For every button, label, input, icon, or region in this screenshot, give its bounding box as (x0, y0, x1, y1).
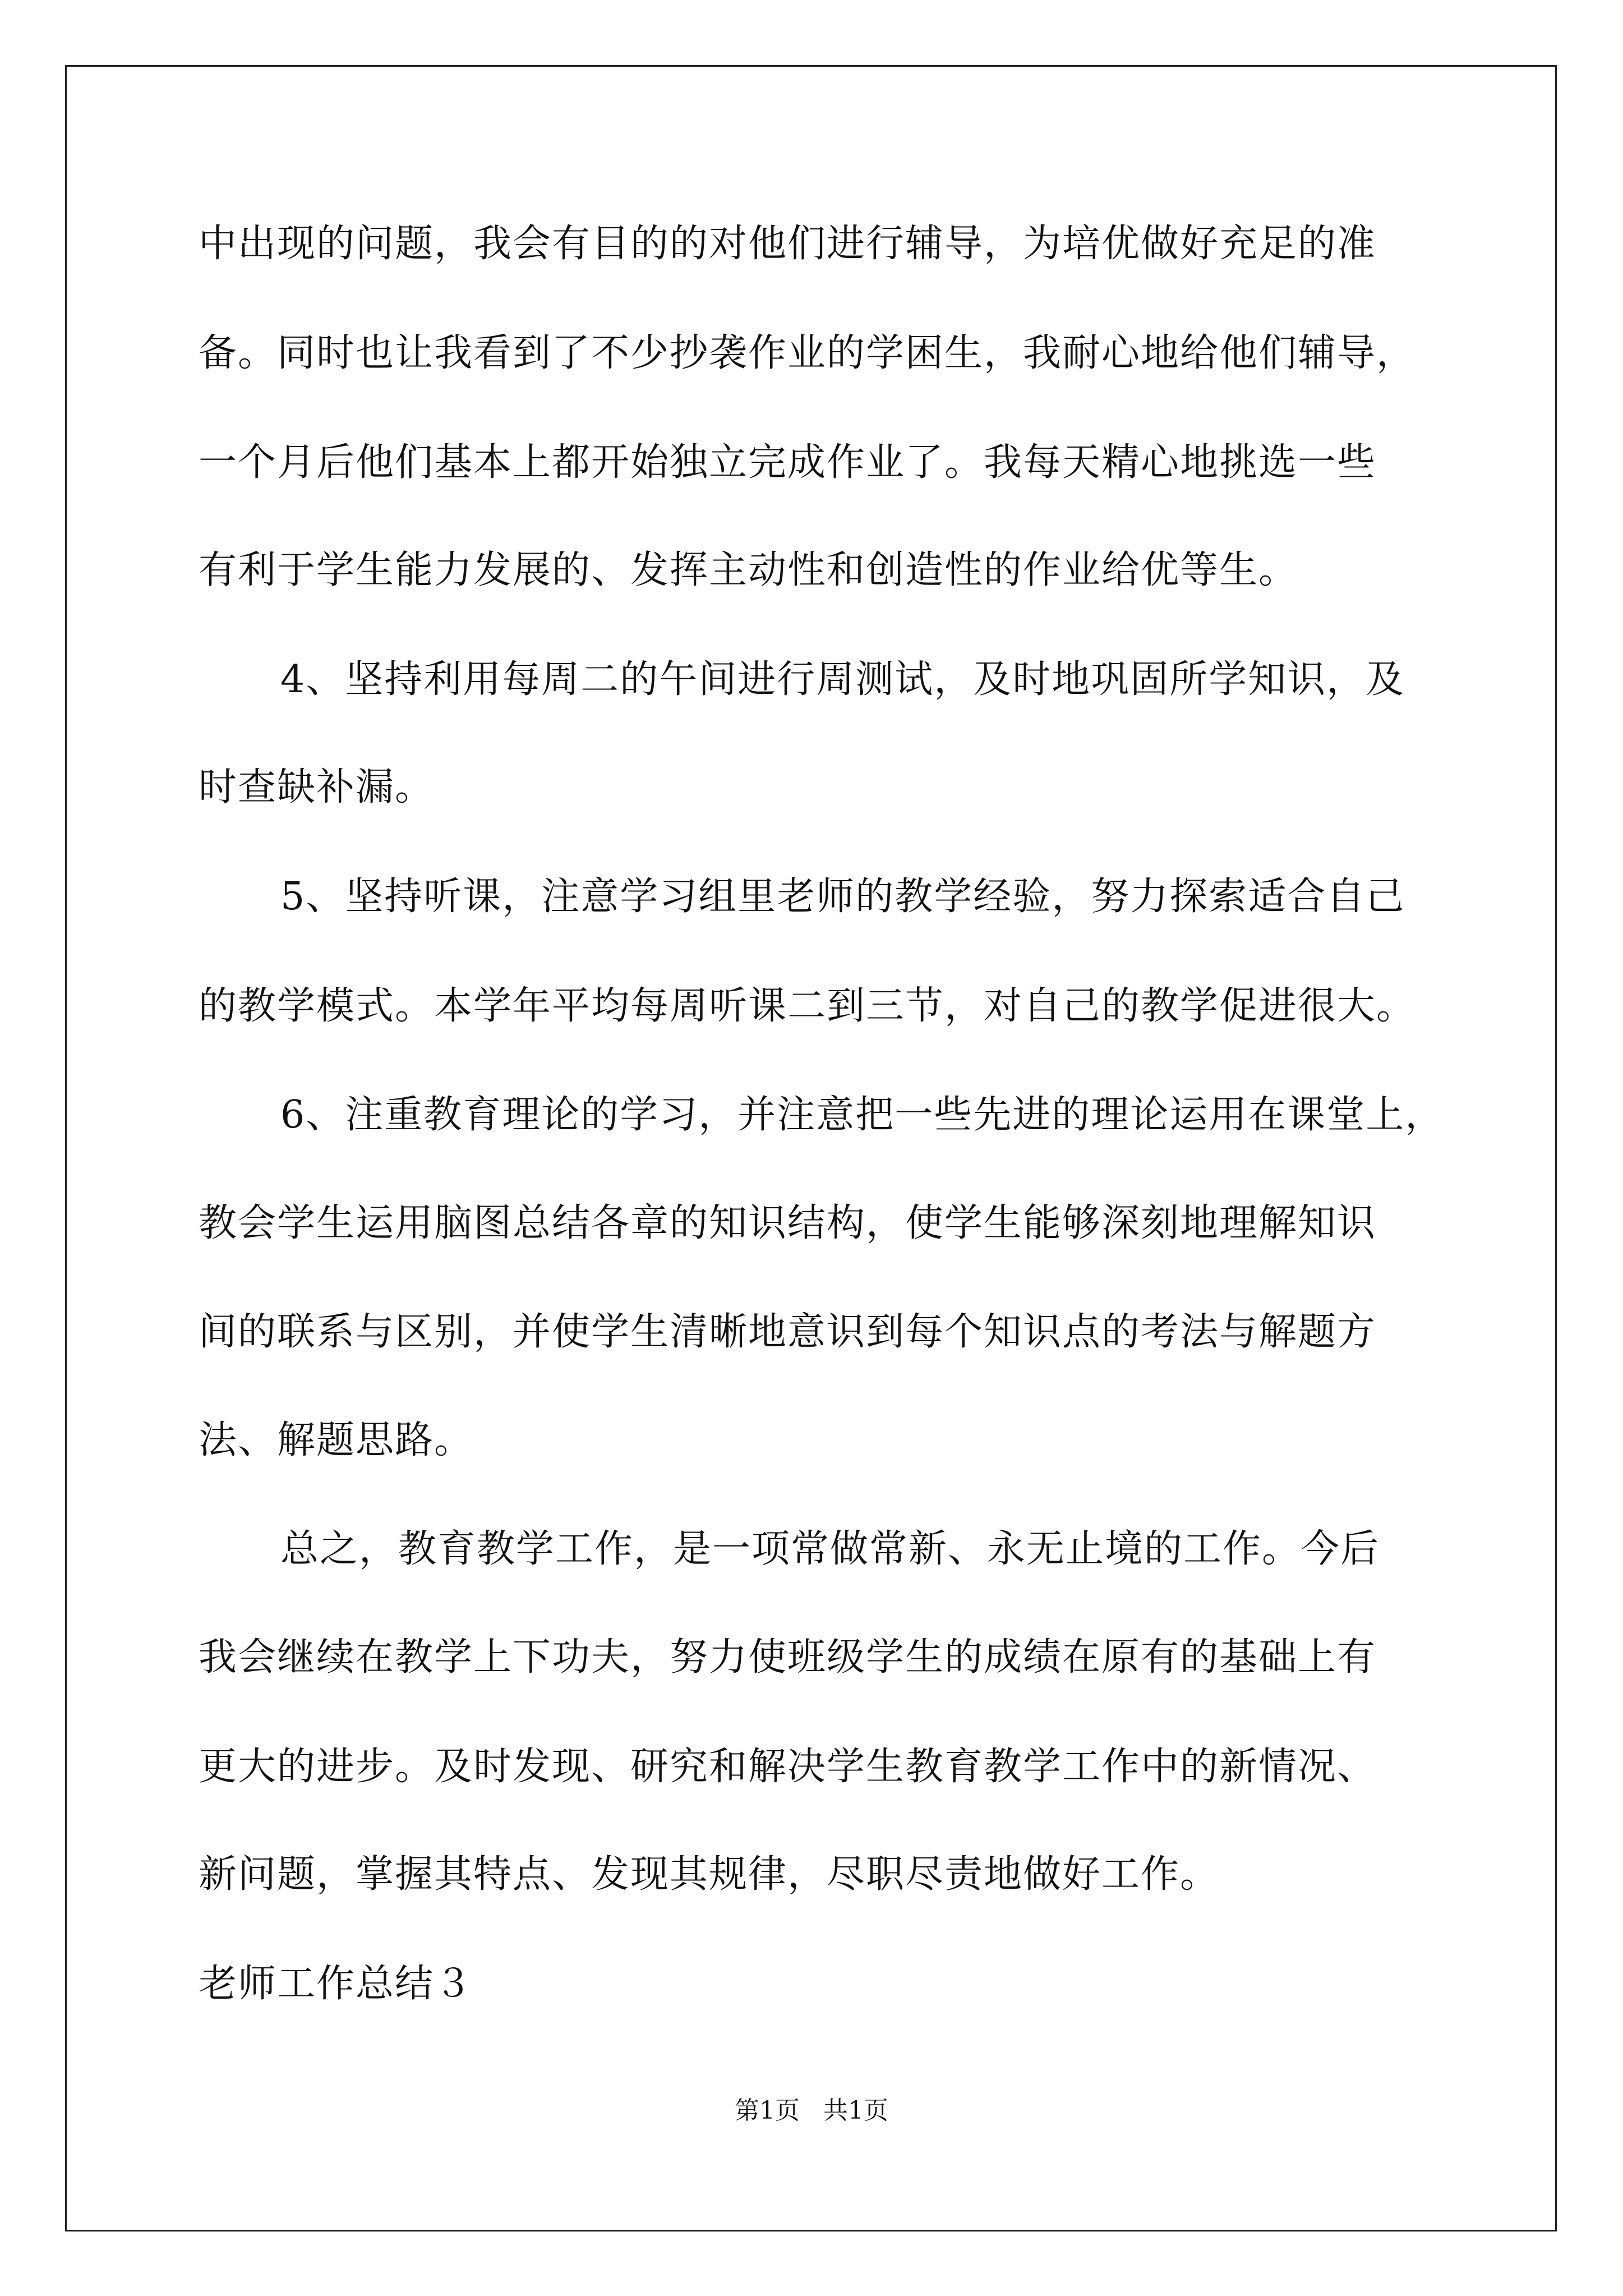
body-text-line: 中出现的问题，我会有目的的对他们进行辅导，为培优做好充足的准 (199, 222, 1377, 266)
paragraph-6-start: 6、注重教育理论的学习，并注意把一些先进的理论运用在课堂上， (280, 1093, 1445, 1137)
paragraph-4-start: 4、坚持利用每周二的午间进行周测试，及时地巩固所学知识，及 (280, 657, 1405, 702)
page-border (65, 65, 1557, 2231)
body-text-line: 一个月后他们基本上都开始独立完成作业了。我每天精心地挑选一些 (199, 440, 1377, 485)
body-text-line: 间的联系与区别，并使学生清晰地意识到每个知识点的考法与解题方 (199, 1310, 1377, 1354)
body-text-line: 更大的进步。及时发现、研究和解决学生教育教学工作中的新情况、 (199, 1745, 1377, 1789)
body-text-line: 新问题，掌握其特点、发现其规律，尽职尽责地做好工作。 (199, 1852, 1220, 1897)
body-text-line: 时查缺补漏。 (199, 765, 435, 809)
body-text-line: 的教学模式。本学年平均每周听课二到三节，对自己的教学促进很大。 (199, 984, 1416, 1028)
body-text-line: 备。同时也让我看到了不少抄袭作业的学困生，我耐心地给他们辅导， (199, 331, 1416, 375)
body-text-line: 法、解题思路。 (199, 1418, 474, 1462)
page-footer: 第1页 共1页 (735, 2096, 888, 2125)
body-text-line: 教会学生运用脑图总结各章的知识结构，使学生能够深刻地理解知识 (199, 1201, 1377, 1245)
section-heading: 老师工作总结３ (199, 1962, 474, 2006)
conclusion-paragraph-start: 总之，教育教学工作，是一项常做常新、永无止境的工作。今后 (280, 1527, 1380, 1571)
body-text-line: 我会继续在教学上下功夫，努力使班级学生的成绩在原有的基础上有 (199, 1635, 1377, 1680)
paragraph-5-start: 5、坚持听课，注意学习组里老师的教学经验，努力探索适合自己 (280, 875, 1405, 919)
body-text-line: 有利于学生能力发展的、发挥主动性和创造性的作业给优等生。 (199, 548, 1298, 592)
